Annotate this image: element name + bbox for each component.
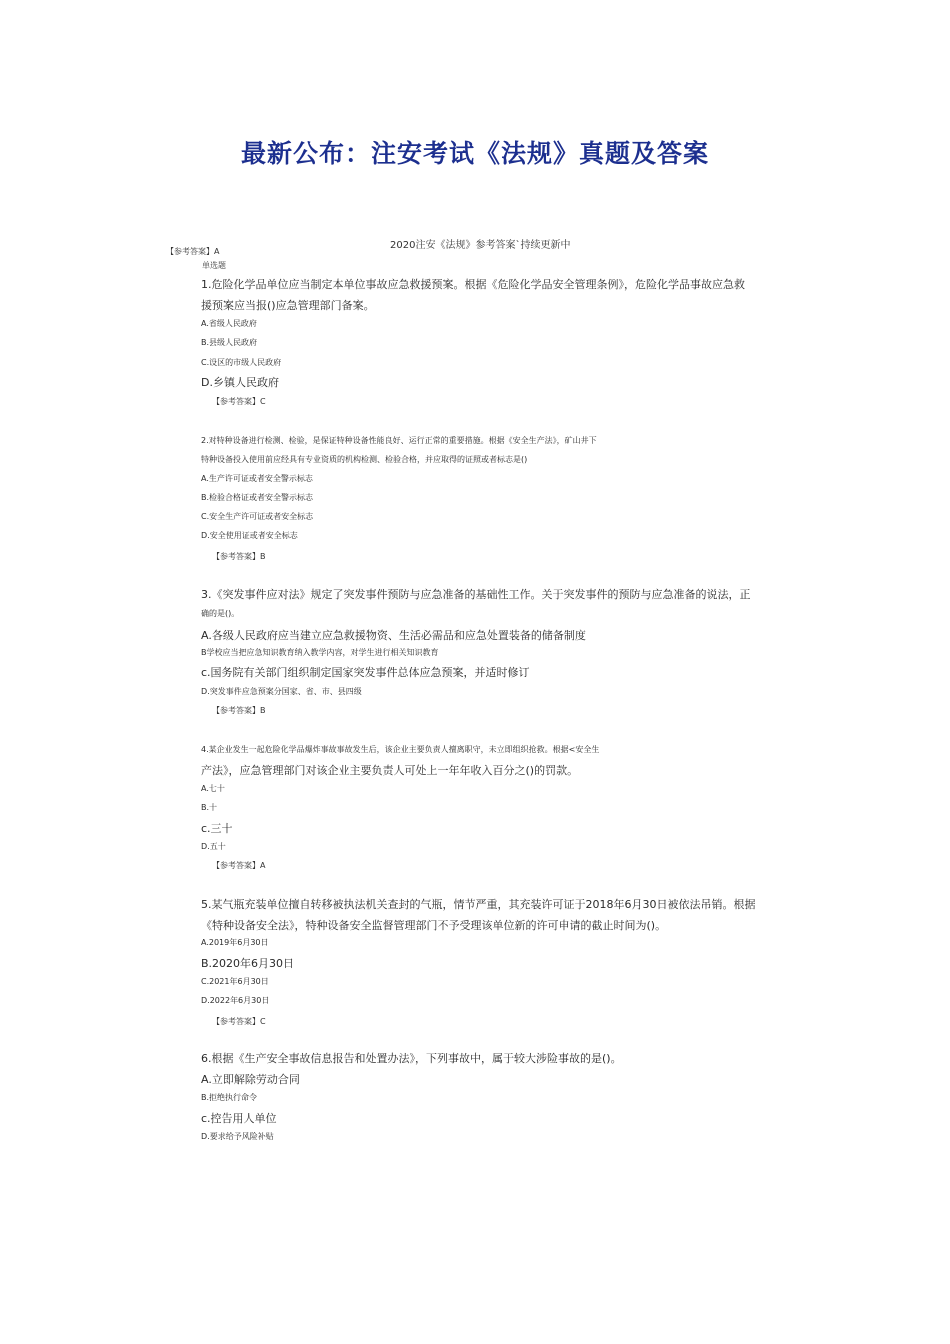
q6-option-c: c.控告用人单位 [201, 1112, 277, 1125]
q4-option-d: D.五十 [201, 842, 226, 851]
q3-answer: 【参考答案】B [212, 706, 266, 715]
q6-option-d: D.要求给予风险补贴 [201, 1132, 274, 1141]
q4-option-a: A.七十 [201, 784, 225, 793]
q2-stem-line1: 2.对特种设备进行检测、检验，是保证特种设备性能良好、运行正常的重要措施。根据《安全生产法》，矿山井下 [201, 436, 597, 445]
q3-stem-line1: 3.《突发事件应对法》规定了突发事件预防与应急准备的基础性工作。关于突发事件的预防与应急准备的说法，正 [201, 588, 751, 601]
q4-answer: 【参考答案】A [212, 861, 266, 870]
q5-option-b: B.2020年6月30日 [201, 957, 295, 970]
q1-option-b: B.县级人民政府 [201, 338, 258, 347]
q1-option-d: D.乡镇人民政府 [201, 376, 279, 389]
q5-option-a: A.2019年6月30日 [201, 938, 269, 947]
q1-stem-line2: 援预案应当报()应急管理部门备案。 [201, 299, 375, 312]
q3-option-c: c.国务院有关部门组织制定国家突发事件总体应急预案，并适时修订 [201, 666, 530, 679]
q2-option-d: D.安全使用证或者安全标志 [201, 531, 298, 540]
q1-option-c: C.设区的市级人民政府 [201, 358, 282, 367]
q5-stem-line2: 《特种设备安全法》，特种设备安全监督管理部门不予受理该单位新的许可申请的截止时间为()。 [201, 919, 667, 932]
q4-option-c: c.三十 [201, 822, 233, 835]
q5-answer: 【参考答案】C [212, 1017, 266, 1026]
page-title: 最新公布：注安考试《法规》真题及答案 [240, 139, 709, 168]
q1-stem-line1: 1.危险化学品单位应当制定本单位事故应急救援预案。根据《危险化学品安全管理条例》，危险化学品事故应急救 [201, 278, 745, 291]
q2-option-b: B.检验合格证或者安全警示标志 [201, 493, 314, 502]
q1-option-a: A.省级人民政府 [201, 319, 257, 328]
q4-option-b: B.十 [201, 803, 218, 812]
q2-stem-line2: 特种设备投入使用前应经具有专业资质的机构检测、检验合格，并应取得的证照或者标志是() [201, 455, 528, 464]
q6-option-a: A.立即解除劳动合同 [201, 1073, 300, 1086]
q3-option-b: B学校应当把应急知识教育纳入教学内容，对学生进行相关知识教育 [201, 648, 439, 657]
q2-option-a: A.生产许可证或者安全警示标志 [201, 474, 313, 483]
question-type: 单选题 [202, 261, 226, 270]
q1-answer: 【参考答案】C [212, 397, 266, 406]
q3-option-a: A.各级人民政府应当建立应急救援物资、生活必需品和应急处置装备的储备制度 [201, 629, 586, 642]
q3-option-d: D.突发事件应急预案分国家、省、市、县四级 [201, 687, 362, 696]
q6-stem-line1: 6.根据《生产安全事故信息报告和处置办法》，下列事故中，属于较大涉险事故的是()。 [201, 1052, 622, 1065]
q3-stem-line2: 确的是()。 [201, 609, 240, 618]
subtitle: 2020注安《法规》参考答案`持续更新中 [390, 240, 571, 251]
q4-stem-line2: 产法》，应急管理部门对该企业主要负责人可处上一年年收入百分之()的罚款。 [201, 764, 579, 777]
q2-option-c: C.安全生产许可证或者安全标志 [201, 512, 314, 521]
q4-stem-line1: 4.某企业发生一起危险化学品爆炸事故事故发生后，该企业主要负责人擅离职守，未立即组织抢救。根据<安全生 [201, 745, 600, 754]
q6-option-b: B.拒绝执行命令 [201, 1093, 258, 1102]
q5-option-c: C.2021年6月30日 [201, 977, 269, 986]
q2-answer: 【参考答案】B [212, 552, 266, 561]
top-answer: 【参考答案】A [166, 247, 220, 256]
q5-stem-line1: 5.某气瓶充装单位擅自转移被执法机关查封的气瓶，情节严重，其充装许可证于2018年6月30日被依法吊销。根据 [201, 898, 756, 911]
q5-option-d: D.2022年6月30日 [201, 996, 270, 1005]
